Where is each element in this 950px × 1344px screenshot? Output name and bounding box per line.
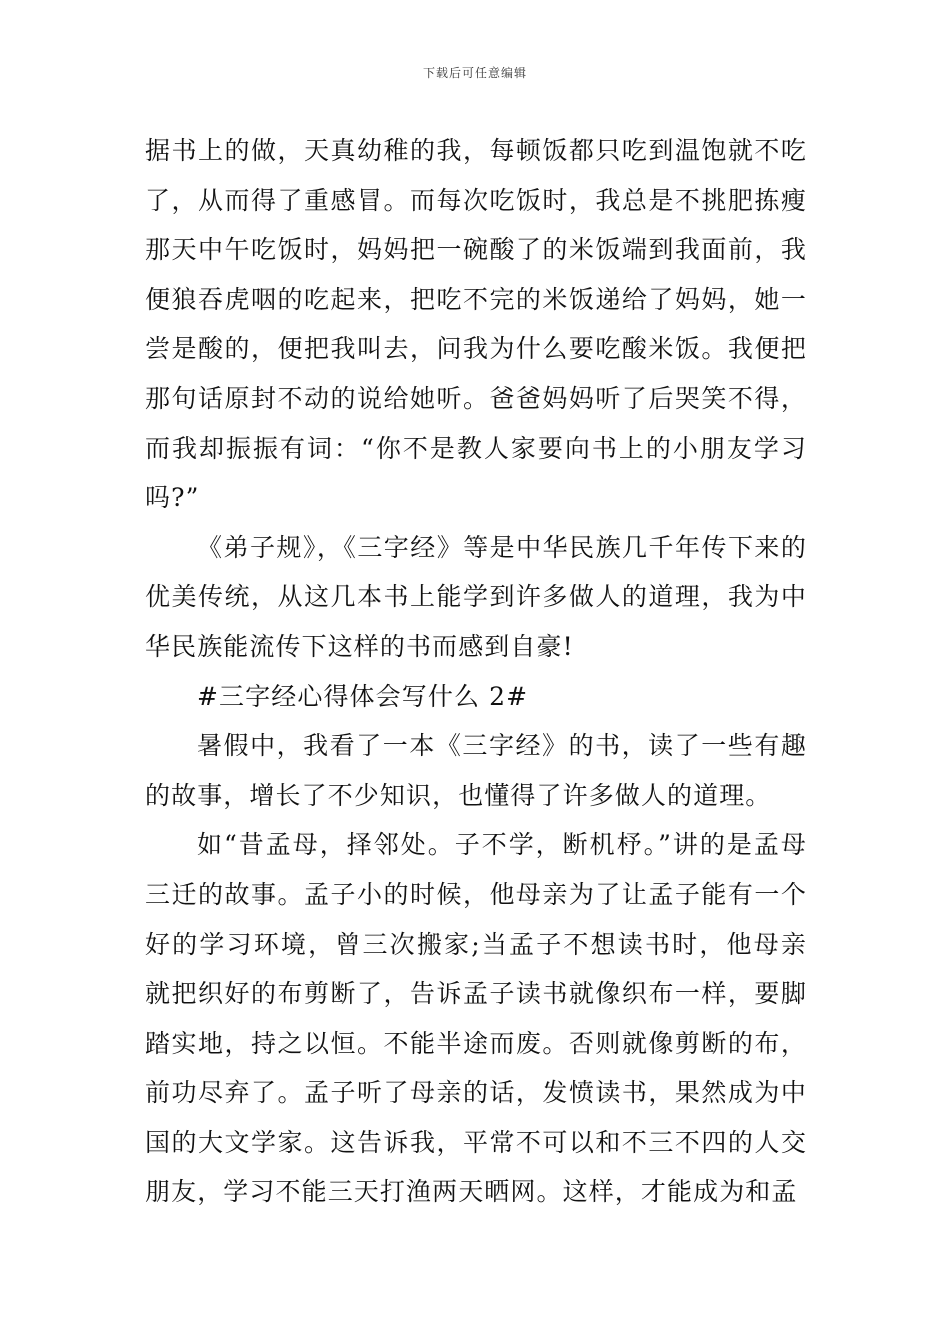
section-heading: #三字经心得体会写什么 2# xyxy=(197,681,529,711)
document-body xyxy=(145,126,807,1217)
paragraph-3: 暑假中，我看了一本《三字经》的书，读了一些有趣的故事，增长了不少知识，也懂得了许多做人的道理。 xyxy=(145,731,807,810)
paragraph-1: 据书上的做，天真幼稚的我，每顿饭都只吃到温饱就不吃了，从而得了重感冒。而每次吃饭时，我总是不挑肥拣瘦那天中午吃饭时，妈妈把一碗酸了的米饭端到我面前，我便狼吞虎咽的吃起来，把吃不完的米饭递给了妈妈，她一尝是酸的，便把我叫去，问我为什么要吃酸米饭。我便把那句话原封不动的说给她听。爸爸妈妈听了后哭笑不得，而我却振振有词：“你不是教人家要向书上的小朋友学习吗?” xyxy=(145,136,807,513)
page-header: 下载后可任意编辑 xyxy=(422,66,527,80)
paragraph-2: 《弟子规》，《三字经》等是中华民族几千年传下来的优美传统，从这几本书上能学到许多做人的道理，我为中华民族能流传下这样的书而感到自豪! xyxy=(145,532,807,661)
paragraph-4: 如“昔孟母，择邻处。子不学，断机杼。”讲的是孟母三迁的故事。孟子小的时候，他母亲为了让孟子能有一个好的学习环境，曾三次搬家;当孟子不想读书时，他母亲就把织好的布剪断了，告诉孟子读书就像织布一样，要脚踏实地，持之以恒。不能半途而废。否则就像剪断的布，前功尽弃了。孟子听了母亲的话，发愤读书，果然成为中国的大文学家。这告诉我，平常不可以和不三不四的人交朋友，学习不能三天打渔两天晒网。这样，才能成为和孟 xyxy=(145,830,807,1207)
